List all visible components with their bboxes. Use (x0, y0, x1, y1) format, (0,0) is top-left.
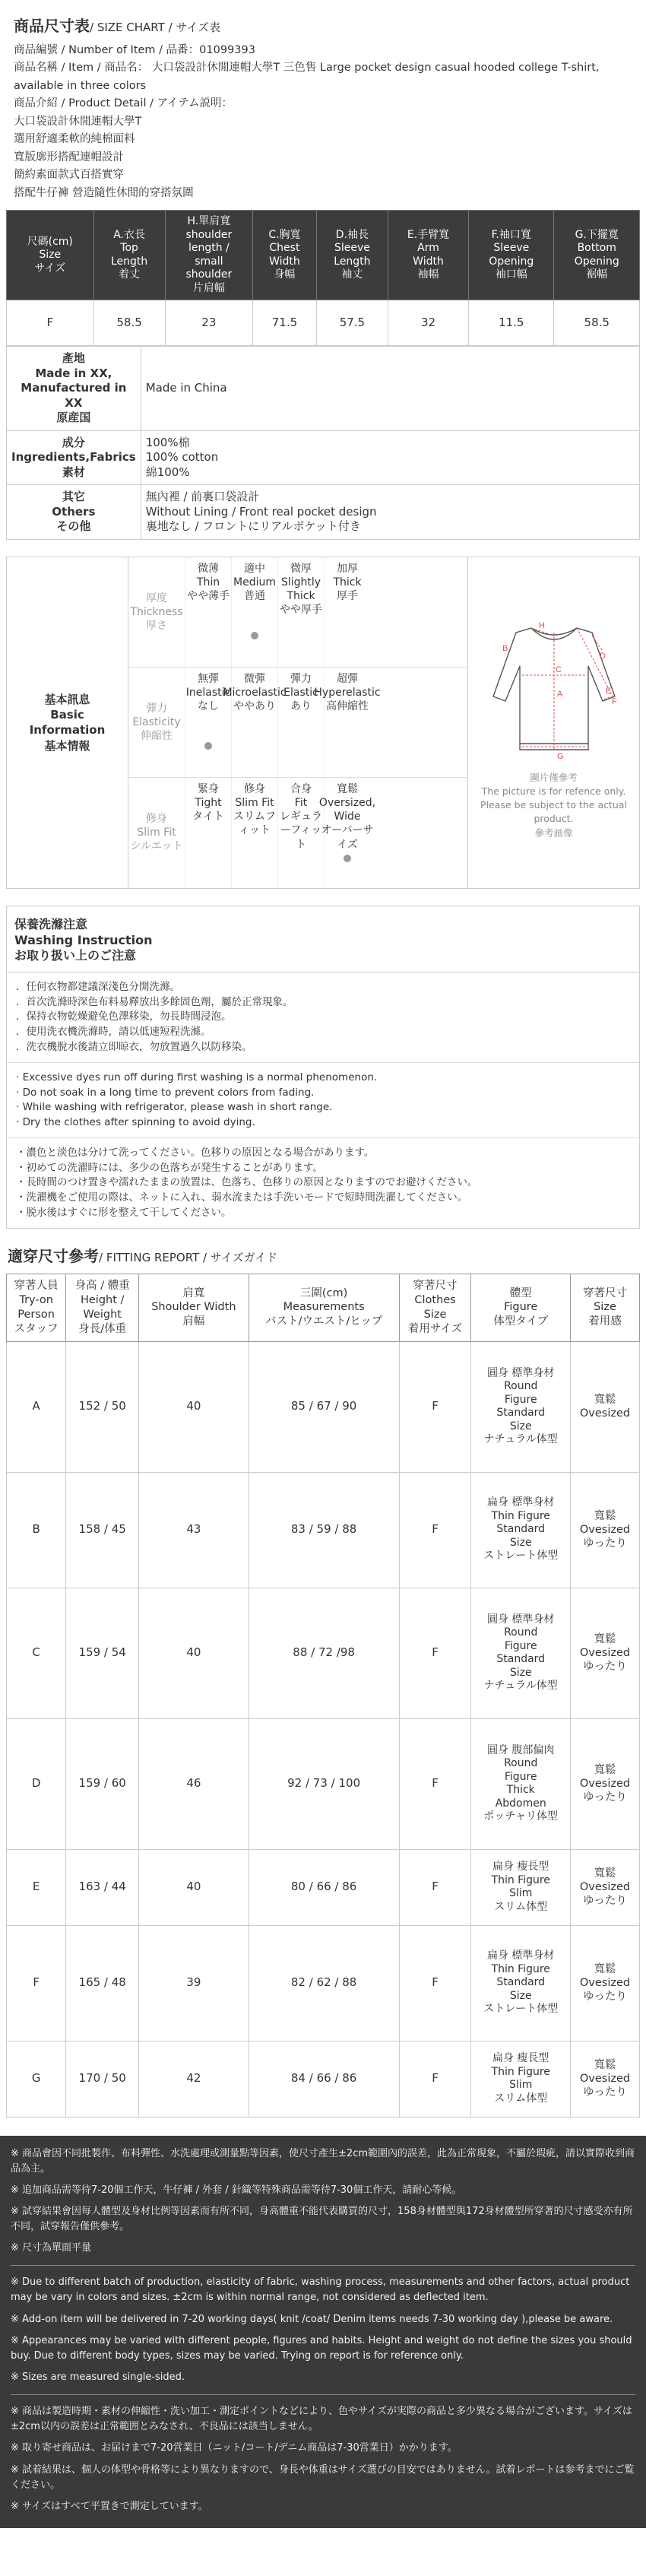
fitting-cell: 83 / 59 / 88 (249, 1472, 399, 1588)
fitting-cell: 88 / 72 /98 (249, 1588, 399, 1718)
fitting-cell: A (7, 1341, 66, 1472)
material-label: 其它 Others その他 (7, 485, 141, 540)
fitting-cell: 扁身 標準身材 Thin Figure Standard Size ストレート体型 (471, 1925, 570, 2041)
fitting-cell: B (7, 1472, 66, 1588)
fitting-cell: 84 / 66 / 86 (249, 2041, 399, 2117)
material-row (7, 430, 640, 485)
note-item: ※ サイズはすべて平置きで測定しています。 (11, 2500, 208, 2512)
fitting-cell: 扁身 標準身材 Thin Figure Standard Size ストレート体型 (471, 1472, 570, 1588)
note-item: ※ Sizes are measured single-sided. (11, 2371, 185, 2384)
material-label: 成分 Ingredients,Fabrics 素材 (7, 430, 141, 485)
fitting-column-header: 三圍(cm) Measurements バスト/ウエスト/ヒップ (249, 1274, 399, 1341)
fitting-cell: 扁身 瘦長型 Thin Figure Slim スリム体型 (471, 2041, 570, 2117)
size-cell: 32 (388, 300, 468, 346)
washing-section: · Excessive dyes run off during first washing is a normal phenomenon. · Do not soak in a long time to prevent colors from fading. · While washing with refrigerator, please wash in short range. · Dry the clothes after spinning to avoid dying. (7, 1063, 639, 1138)
basic-info-option (223, 668, 287, 777)
note-item: ※ 取り寄せ商品は、お届けまで7-20営業日（ニット/コート/デニム商品は7-30営業日）かかります。 (11, 2442, 458, 2454)
note-item: ※ Add-on item will be delivered in 7-20 working days( knit /coat/ Denim items needs 7-30 working day ),please be aware. (11, 2313, 613, 2325)
size-cell: 58.5 (93, 300, 165, 346)
size-cell: 23 (165, 300, 252, 346)
material-value: Made in China (141, 347, 639, 431)
fitting-cell: 43 (139, 1472, 249, 1588)
fitting-row (7, 1341, 640, 1472)
fitting-cell: D (7, 1718, 66, 1849)
diagram-letter: E (605, 687, 611, 696)
fitting-row (7, 1925, 640, 2041)
notes-divider (11, 2394, 635, 2395)
fitting-cell: F (399, 1925, 471, 2041)
fitting-row (7, 1588, 640, 1718)
notes-divider (11, 2265, 635, 2266)
size-cell: 71.5 (253, 300, 317, 346)
diagram-letter: B (502, 644, 508, 654)
size-cell: F (7, 300, 94, 346)
selected-dot-icon (344, 855, 351, 862)
basic-info-block (6, 557, 640, 889)
fitting-column-header: 穿著人員 Try-on Person スタッフ (7, 1274, 66, 1341)
basic-info-row (128, 557, 467, 668)
diagram-letter: F (611, 697, 617, 707)
product-info-line: 大口袋設計休閒連帽大學T (14, 115, 142, 128)
note-item: ※ Appearances may be varied with different people, figures and habits. Height and weight do not define the sizes you should buy. Due to different body types, sizes may be varied. Trying on report is for reference only. (11, 2334, 632, 2362)
note-item: ※ 商品會因不同批製作、布料彈性、水洗處理或測量點等因素，使尺寸產生±2cm範圍內的誤差，此為正常現象，不屬於瑕疵，請以實際收到商品為主。 (11, 2147, 635, 2175)
basic-info-category: 厚度 Thickness 厚さ (130, 592, 183, 632)
basic-info-option (314, 668, 381, 777)
note-item: ※ 追加商品需等待7-20個工作天，牛仔褲 / 外套 / 針織等特殊商品需等待7-30個工作天，請耐心等候。 (11, 2184, 462, 2196)
fitting-cell: 圓身 標準身材 Round Figure Standard Size ナチュラル体型 (471, 1588, 570, 1718)
size-column-header: D.袖長 Sleeve Length 袖丈 (316, 211, 388, 300)
diagram-letter: D (599, 652, 606, 661)
fitting-cell: 寬鬆 Ovesized ゆったり (570, 1925, 639, 2041)
fitting-cell: 159 / 54 (66, 1588, 139, 1718)
note-item: ※ 商品は製造時期・素材の伸縮性・洗い加工・測定ポイントなどにより、色やサイズが実際の商品と多少異なる場合がございます。サイズは±2cm以内の誤差は正常範囲とみなされ、不良品には該当しません。 (11, 2406, 632, 2433)
fitting-table-body (7, 1341, 640, 2117)
diagram-caption (476, 771, 632, 840)
fitting-cell: 寬鬆 Ovesized ゆったり (570, 2041, 639, 2117)
fitting-column-header: 穿著尺寸 Size 着用感 (570, 1274, 639, 1341)
size-column-header: G.下擺寬 Bottom Opening 裾幅 (554, 211, 640, 300)
notes-block (0, 2136, 646, 2529)
basic-info-option (277, 557, 324, 667)
fitting-cell: F (399, 2041, 471, 2117)
size-column-header: A.衣長 Top Length 着丈 (93, 211, 165, 300)
basic-info-row (128, 778, 467, 888)
fitting-column-header: 穿著尺寸 Clothes Size 着用サイズ (399, 1274, 471, 1341)
basic-info-option (277, 778, 324, 888)
fitting-cell: 152 / 50 (66, 1341, 139, 1472)
product-info-line: 商品編號 / Number of Item / 品番：01099393 (14, 44, 255, 56)
fitting-row (7, 1718, 640, 1849)
size-cell: 57.5 (316, 300, 388, 346)
size-column-header: 尺碼(cm) Size サイズ (7, 211, 94, 300)
size-row (7, 300, 640, 346)
fitting-cell: 39 (139, 1925, 249, 2041)
fitting-column-header: 肩寬 Shoulder Width 肩幅 (139, 1274, 249, 1341)
size-column-header: F.袖口寬 Sleeve Opening 袖口幅 (469, 211, 554, 300)
fitting-cell: 170 / 50 (66, 2041, 139, 2117)
basic-info-category: 彈力 Elasticity 伸縮性 (132, 702, 181, 742)
fitting-column-header: 身高 / 體重 Height / Weight 身長/体重 (66, 1274, 139, 1341)
product-info-line: 搭配牛仔褲 營造隨性休閒的穿搭氛圍 (14, 186, 194, 199)
basic-info-option-label: 彈力 Elastic あり (283, 672, 318, 713)
size-column-header: E.手臂寬 Arm Width 袖幅 (388, 211, 468, 300)
selected-dot-icon (204, 742, 212, 750)
material-value: 無內裡 / 前裏口袋設計 Without Lining / Front real pocket design 裏地なし / フロントにリアルポケット付き (141, 485, 639, 540)
fitting-cell: F (399, 1849, 471, 1925)
fitting-cell: 40 (139, 1849, 249, 1925)
basic-info-option (185, 778, 231, 888)
size-column-header: C.胸寬 Chest Width 身幅 (253, 211, 317, 300)
basic-info-option-label: 寬鬆 Oversized, Wide オーバーサイズ (318, 782, 376, 851)
fitting-table-header-row (7, 1274, 640, 1341)
diagram-letter: C (555, 665, 562, 675)
basic-info-option-label: 加厚 Thick 厚手 (333, 562, 362, 603)
fitting-cell: 寬鬆 Ovesized ゆったり (570, 1588, 639, 1718)
fitting-cell: 165 / 48 (66, 1925, 139, 2041)
diagram-letter: G (556, 752, 564, 762)
fitting-cell: 80 / 66 / 86 (249, 1849, 399, 1925)
size-table (6, 210, 640, 346)
fitting-table-wrap (0, 1274, 646, 2117)
fitting-cell: G (7, 2041, 66, 2117)
note-item: ※ 試穿結果會因每人體型及身材比例等因素而有所不同，身高體重不能代表購買的尺寸，158身材體型與172身材體型所穿著的尺寸感受亦有所不同，試穿報告僅供參考。 (11, 2205, 633, 2233)
basic-info-option-label: 無彈 Inelastic なし (185, 672, 231, 713)
basic-info-option-label: 適中 Medium 普通 (233, 562, 276, 603)
washing-section: ．任何衣物都建議深淺色分開洗滌。 ．首次洗滌時深色布料易釋放出多餘固色劑，屬於正常現象。 ．保持衣物乾燥避免色澤移染，勿長時間浸泡。 ．使用洗衣機洗滌時，請以低速短程洗滌。 ．洗衣機脫水後請立即晾衣，勿放置過久以防移染。 (7, 972, 639, 1063)
basic-info-option (231, 557, 277, 667)
fitting-row (7, 2041, 640, 2117)
fitting-cell: F (399, 1472, 471, 1588)
garment-diagram (467, 557, 639, 888)
basic-info-option (231, 778, 277, 888)
product-info-line: 選用舒適柔軟的純棉面料 (14, 133, 135, 146)
fitting-cell: 40 (139, 1341, 249, 1472)
basic-info-option-label: 微薄 Thin やや薄手 (187, 562, 230, 603)
fitting-cell: 159 / 60 (66, 1718, 139, 1849)
fitting-cell: 寬鬆 Ovesized ゆったり (570, 1472, 639, 1588)
basic-info-option-label: 微厚 Slightly Thick やや厚手 (280, 562, 322, 617)
size-chart-title: 商品尺寸表/ SIZE CHART / サイズ表 (14, 17, 221, 35)
fitting-cell: 85 / 67 / 90 (249, 1341, 399, 1472)
washing-title-text: 保養洗滌注意 Washing Instruction お取り扱い上のご注意 (14, 916, 153, 963)
size-cell: 11.5 (469, 300, 554, 346)
fitting-column-header: 體型 Figure 体型タイプ (471, 1274, 570, 1341)
fitting-cell: 寬鬆 Ovesized ゆったり (570, 1718, 639, 1849)
basic-info-option-label: 修身 Slim Fit スリムフィット (233, 782, 276, 837)
washing-section: ・濃色と淡色は分けて洗ってください。色移りの原因となる場合があります。 ・初めての洗濯時には、多少の色落ちが発生することがあります。 ・長時間のつけ置きや濡れたままの放置は、色落ち、色移りの原因となりますのでお避けください。 ・洗濯機をご使用の際は、ネットに入れ、弱水流または手洗いモードで短時間洗濯してください。 ・脱水後はすぐに形を整えて干してください。 (16, 1147, 478, 1219)
hoodie-diagram-icon (478, 605, 630, 765)
fitting-cell: 40 (139, 1588, 249, 1718)
basic-info-option-label: 超彈 Hyperelastic 高伸縮性 (314, 672, 381, 713)
note-item: ※ 尺寸為單面平量 (11, 2242, 92, 2254)
fitting-cell: 寬鬆 Ovesized ゆったり (570, 1849, 639, 1925)
fitting-cell: F (399, 1718, 471, 1849)
washing-title (7, 906, 639, 972)
material-value: 100%棉 100% cotton 綿100% (141, 430, 639, 485)
selected-dot-icon (251, 632, 258, 639)
fitting-cell: 163 / 44 (66, 1849, 139, 1925)
material-row (7, 485, 640, 540)
fitting-cell: F (399, 1341, 471, 1472)
basic-info-rows (128, 557, 467, 888)
fitting-table (6, 1274, 640, 2117)
fitting-cell: 圓身 標準身材 Round Figure Standard Size ナチュラル体型 (471, 1341, 570, 1472)
fitting-cell: 158 / 45 (66, 1472, 139, 1588)
fitting-header: 適穿尺寸參考/ FITTING REPORT / サイズガイド (8, 1247, 278, 1266)
basic-info-label (7, 557, 128, 888)
basic-info-option-label: 緊身 Tight タイト (192, 782, 224, 823)
basic-info-title: 基本訊息 Basic Information 基本情報 (29, 692, 106, 753)
diagram-letter: A (556, 690, 562, 700)
product-info-line: 商品名稱 / Item / 商品名： 大口袋設計休閒連帽大學T 三色售 Large pocket design casual hooded college T-shirt, available in three colors (14, 62, 600, 92)
fitting-cell: 92 / 73 / 100 (249, 1718, 399, 1849)
fitting-row (7, 1849, 640, 1925)
product-info-line: 寬版廓形搭配連帽設計 (14, 151, 124, 163)
fitting-cell: 圓身 腹部偏肉 Round Figure Thick Abdomen ポッチャリ体型 (471, 1718, 570, 1849)
size-column-header: H.單肩寬 shoulder length / small shoulder 片肩幅 (165, 211, 252, 300)
basic-info-category: 修身 Slim Fit シルエット (130, 813, 183, 853)
diagram-letter: H (538, 621, 545, 631)
size-cell: 58.5 (554, 300, 640, 346)
fitting-cell: 82 / 62 / 88 (249, 1925, 399, 2041)
fitting-cell: 42 (139, 2041, 249, 2117)
fitting-cell: 寬鬆 Ovesized (570, 1341, 639, 1472)
fitting-cell: F (399, 1588, 471, 1718)
fitting-cell: E (7, 1849, 66, 1925)
fitting-cell: 46 (139, 1718, 249, 1849)
basic-info-option-label: 合身 Fit レギュラーフィット (280, 782, 322, 851)
fitting-row (7, 1472, 640, 1588)
size-table-body (7, 300, 640, 346)
size-table-header-row (7, 211, 640, 300)
note-item: ※ Due to different batch of production, elasticity of fabric, washing process, measurements and other factors, actual product may be vary in colors and sizes. ±2cm is within normal range, not considered as deflected item. (11, 2276, 630, 2304)
size-table-wrap (0, 210, 646, 540)
size-chart-header (0, 0, 646, 42)
washing-sections (7, 972, 639, 1228)
diagram-caption-text: 圖片僅參考 The picture is for refence only. Please be subject to the actual product. 參考画像 (480, 772, 627, 839)
basic-info-option-label: 微彈 Microelastic ややあり (223, 672, 287, 713)
product-info (0, 42, 646, 210)
fitting-cell: F (7, 1925, 66, 2041)
material-table (6, 346, 640, 540)
basic-info-option (318, 778, 376, 888)
product-info-line: 簡約素面款式百搭實穿 (14, 169, 124, 182)
fitting-cell: 扁身 瘦長型 Thin Figure Slim スリム体型 (471, 1849, 570, 1925)
fitting-cell: C (7, 1588, 66, 1718)
material-label: 產地 Made in XX, Manufactured in XX 原産国 (7, 347, 141, 431)
basic-info-option (185, 557, 231, 667)
note-item: ※ 試着結果は、個人の体型や骨格等により異なりますので、身長や体重はサイズ選びの目安ではありません。試着レポートは参考までにご覧ください。 (11, 2463, 635, 2491)
material-row (7, 347, 640, 431)
product-info-line: 商品介紹 / Product Detail / アイテム説明： (14, 97, 233, 110)
basic-info-option (324, 557, 370, 667)
basic-info-row (128, 668, 467, 778)
washing-block (6, 906, 640, 1229)
